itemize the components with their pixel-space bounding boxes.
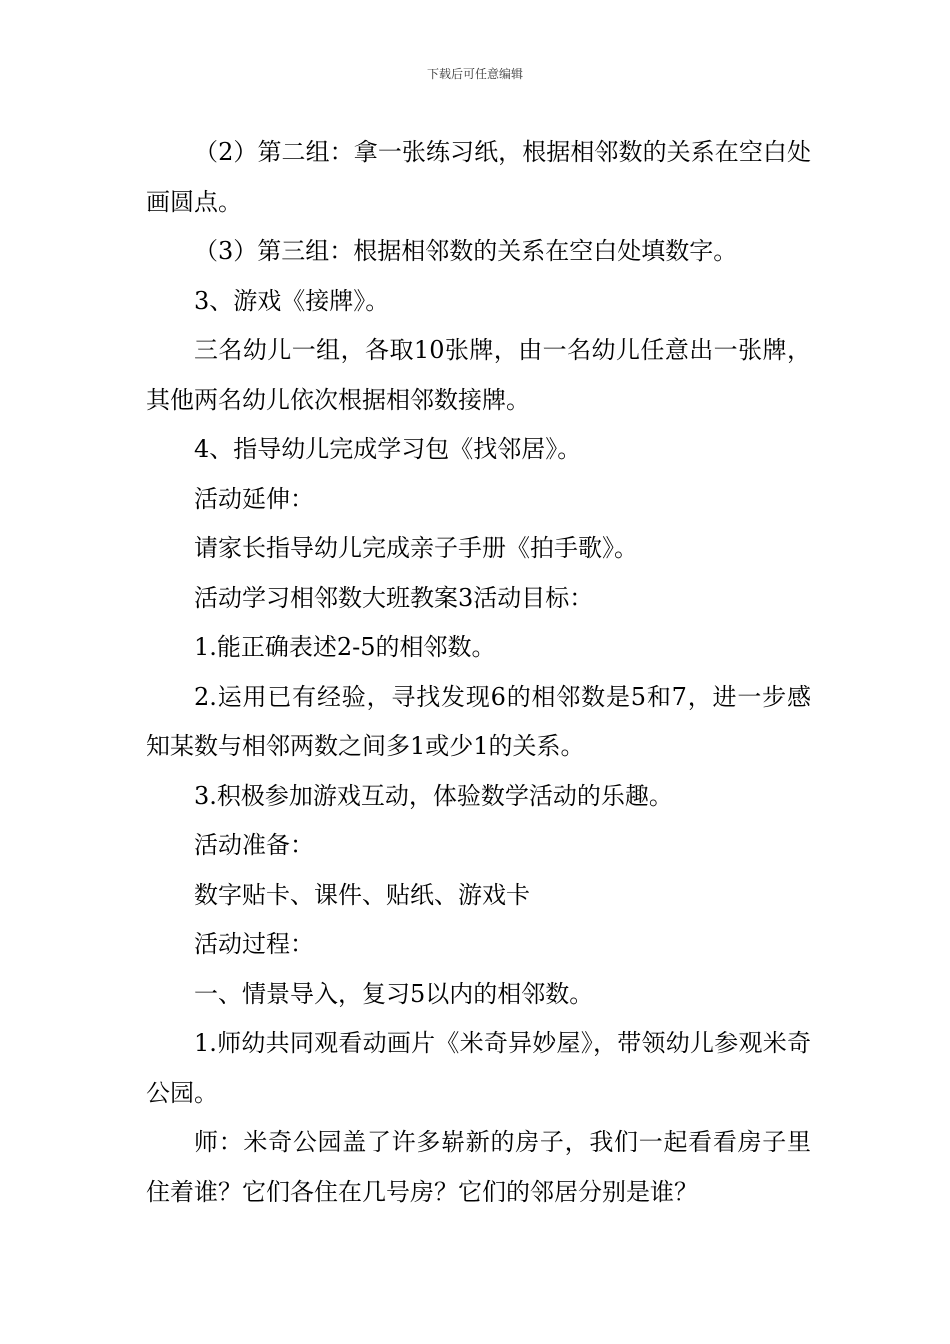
- paragraph-goals-heading: 活动学习相邻数大班教案3活动目标：: [194, 583, 594, 612]
- paragraph-game-rules: 三名幼儿一组，各取10张牌，由一名幼儿任意出一张牌，其他两名幼儿依次根据相邻数接牌。: [146, 336, 811, 414]
- page-header: 下载后可任意编辑: [426, 67, 523, 81]
- paragraph-extension: 请家长指导幼儿完成亲子手册《拍手歌》。: [194, 534, 638, 562]
- document-body: [146, 128, 811, 1217]
- paragraph-goal-1: 1.能正确表述2-5的相邻数。: [194, 633, 496, 661]
- paragraph-game-title: 3、游戏《接牌》。: [194, 286, 390, 315]
- paragraph-prep: 数字贴卡、课件、贴纸、游戏卡: [194, 880, 530, 909]
- paragraph-group-3: （3）第三组：根据相邻数的关系在空白处填数字。: [194, 237, 738, 265]
- paragraph-goal-2: 2.运用已有经验，寻找发现6的相邻数是5和7，进一步感知某数与相邻两数之间多1或少1的关系。: [146, 682, 811, 760]
- paragraph-extension-heading: 活动延伸：: [194, 484, 314, 513]
- paragraph-process-heading: 活动过程：: [194, 930, 314, 958]
- paragraph-group-2: （2）第二组：拿一张练习纸，根据相邻数的关系在空白处画圆点。: [146, 138, 811, 216]
- paragraph-prep-heading: 活动准备：: [194, 831, 314, 859]
- paragraph-goal-3: 3.积极参加游戏互动，体验数学活动的乐趣。: [194, 781, 673, 810]
- paragraph-guide: 4、指导幼儿完成学习包《找邻居》。: [194, 435, 582, 463]
- paragraph-step-1: 一、情景导入，复习5以内的相邻数。: [194, 979, 594, 1008]
- paragraph-teacher-speech: 师：米奇公园盖了许多崭新的房子，我们一起看看房子里住着谁？它们各住在几号房？它们的邻居分别是谁？: [146, 1128, 811, 1206]
- paragraph-step-1-1: 1.师幼共同观看动画片《米奇异妙屋》，带领幼儿参观米奇公园。: [146, 1029, 811, 1107]
